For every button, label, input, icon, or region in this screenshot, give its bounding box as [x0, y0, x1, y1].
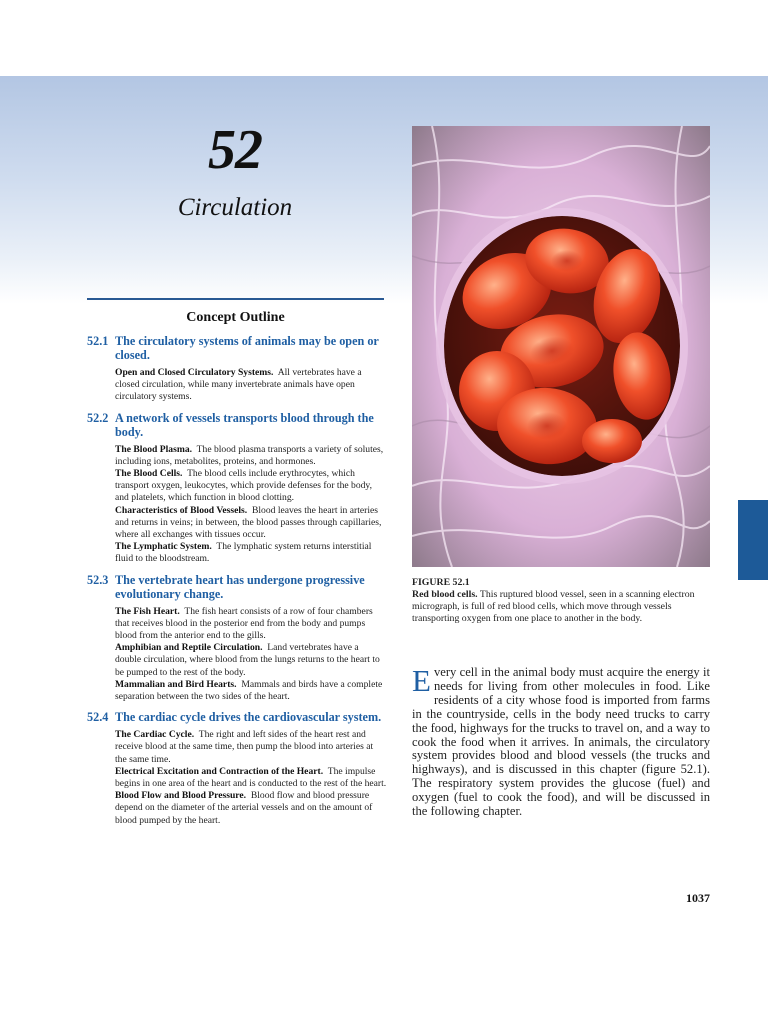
intro-text: very cell in the animal body must acquire the energy it needs for living from other molecules in food. Like residents of a city whose food is imported from farms in the countryside, cells in the body need trucks to carry the food, highways for the trucks to travel on, and a way to cook the food when it arrives. In animals, the circulatory system provides blood and blood vessels (the trucks and highways), and is discussed in this chapter (figure 52.1). The respiratory system provides the glucose (fuel) and oxygen (fuel to cook the food), and will be discussed in the following chapter. [412, 665, 710, 819]
outline-topic [115, 367, 387, 404]
outline-topic [115, 505, 387, 542]
topic-name: Open and Closed Circulatory Systems. [115, 367, 274, 378]
topic-text: Blood leaves the heart in arteries and returns in veins; in between, the blood passes through capillaries, where all exchanges with tissues occur. [115, 504, 382, 541]
section-number: 52.1 [87, 334, 109, 348]
topic-name: The Cardiac Cycle. [115, 729, 195, 741]
figure-caption [412, 577, 710, 625]
topic-name: Mammalian and Bird Hearts. [115, 678, 237, 690]
section-title: The cardiac cycle drives the cardiovascular system. [115, 710, 382, 725]
topic-text: The right and left sides of the heart rest and receive blood at the same time, then pump the blood into arteries at the same time. [115, 729, 374, 765]
figure-caption-text: This ruptured blood vessel, seen in a scanning electron micrograph, is full of red blood cells, which move through vessels transporting oxygen from one place to another in the body. [412, 589, 695, 624]
outline-topic [115, 444, 387, 468]
chapter-title: Circulation [177, 194, 293, 221]
drop-cap: E [412, 663, 431, 698]
outline-topic [115, 679, 387, 703]
page-number: 1037 [686, 891, 710, 905]
section-number: 52.3 [87, 572, 109, 587]
topic-text: Land vertebrates have a double circulation, where blood from the lungs returns to the heart to be pumped to the rest of the body. [115, 642, 380, 678]
topic-name: Blood Flow and Blood Pressure. [115, 790, 247, 802]
topic-name: The Fish Heart. [115, 605, 180, 617]
topic-name: The Blood Cells. [115, 468, 183, 480]
chapter-thumb-tab [738, 500, 768, 580]
topic-name: The Blood Plasma. [115, 443, 193, 455]
figure-label: FIGURE 52.1 [412, 577, 470, 588]
outline-section [87, 573, 387, 704]
outline-section [87, 334, 387, 404]
outline-topic [115, 729, 387, 766]
outline-topic [115, 541, 387, 565]
red-blood-cells-micrograph [412, 126, 710, 567]
section-heading [87, 411, 387, 439]
section-title: The circulatory systems of animals may be open or closed. [115, 334, 379, 362]
outline-topic [115, 606, 387, 643]
topic-text: The impulse begins in one area of the heart and is conducted to the rest of the heart. [115, 765, 387, 790]
outline-topic [115, 642, 387, 679]
outline-heading: Concept Outline [186, 310, 285, 325]
topic-text: All vertebrates have a closed circulation, while many invertebrate animals have open circulatory systems. [115, 367, 362, 403]
outline-topic [115, 790, 387, 827]
outline-divider [87, 298, 384, 300]
outline-section [87, 411, 387, 566]
figure-title: Red blood cells. [412, 589, 478, 600]
intro-paragraph [412, 663, 710, 819]
section-heading [87, 334, 387, 362]
topic-name: The Lymphatic System. [115, 541, 212, 553]
topic-text: The blood plasma transports a variety of solutes, including ions, metabolites, proteins, and hormones. [115, 443, 384, 467]
topic-text: Blood flow and blood pressure depend on the diameter of the arterial vessels and on the amount of blood pumped by the heart. [115, 790, 373, 826]
outline-topic [115, 766, 387, 790]
concept-outline [87, 334, 387, 834]
topic-name: Electrical Excitation and Contraction of the Heart. [115, 765, 324, 777]
topic-text: The fish heart consists of a row of four chambers that receives blood in the posterior end from the body and pumps blood from the anterior end to the gills. [115, 605, 373, 642]
outline-topic [115, 468, 387, 505]
topic-text: Mammals and birds have a complete separation between the two sides of the heart. [115, 678, 383, 703]
section-title: A network of vessels transports blood through the body. [115, 410, 374, 439]
outline-section [87, 710, 387, 827]
section-heading [87, 573, 387, 601]
section-number: 52.2 [87, 410, 109, 425]
section-title: The vertebrate heart has undergone progressive evolutionary change. [115, 572, 365, 601]
chapter-number: 52 [208, 119, 262, 181]
topic-name: Characteristics of Blood Vessels. [115, 504, 248, 516]
topic-name: Amphibian and Reptile Circulation. [115, 642, 263, 654]
section-number: 52.4 [87, 710, 109, 725]
topic-text: The blood cells include erythrocytes, which transport oxygen, leukocytes, which provide defenses for the body, and platelets, which function in blood clotting. [115, 468, 373, 504]
topic-text: The lymphatic system returns interstitial fluid to the bloodstream. [115, 541, 372, 565]
section-heading [87, 710, 387, 724]
